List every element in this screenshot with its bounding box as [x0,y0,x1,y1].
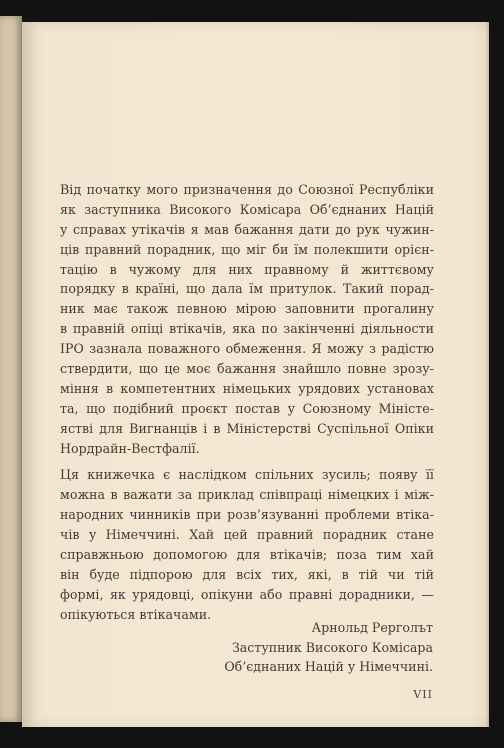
text-line: чів у Німеччині. Хай цей правний порадник стане [60,527,434,543]
text-line: Ця книжечка є наслідком спільних зусиль; появу її [60,467,434,483]
text-line: справжньою допомогою для втікачів; поза тим хай [60,547,434,563]
text-line: ців правний порадник, що міг би їм полекшити орієн- [60,241,434,257]
text-line: ястві для Вигнанців і в Міністерстві Суспільної Опіки [60,420,434,436]
text-line: ІРО зазнала поважного обмеження. Я можу з радістю [60,341,434,357]
page-number: VII [413,688,433,701]
text-line: можна в важати за приклад співпраці німецких і між- [60,487,434,503]
text-line: народних чинників при розв’язуванні проблеми втіка- [60,507,434,523]
page-edge-shadow [485,22,489,727]
signature-title: Заступник Високого Комісара [231,639,433,655]
text-line: тацію в чужому для них правному й життєвому [60,261,434,277]
signature-name: Арнольд Рерголът [311,620,433,635]
left-page-edge [0,16,22,722]
text-line: у справах утікачів я мав бажання дати до рук чужин- [60,221,434,237]
text-line: ник має також певною мірою заповнити прогалину [60,301,434,317]
text-line: Від початку мого призначення до Союзної Республіки [60,182,434,197]
text-line: та, що подібний проєкт постав у Союзному Міністе- [60,400,434,416]
text-line: ствердити, що це моє бажання знайшло повне зрозу- [60,361,434,377]
text-line: формі, як урядовці, опікуни або правні дорадники, — [60,586,434,602]
paragraph-2 [60,465,434,624]
main-text [60,180,434,625]
text-line: міння в компетентних німецьких урядових установах [60,380,434,396]
text-line: порядку в країні, що дала їм притулок. Такий порад- [60,281,434,297]
text-line: опікуються втікачами. [60,606,212,622]
text-line: Нордрайн-Вестфалії. [60,440,200,456]
paragraph-spacer [60,458,434,465]
signature-block [224,618,433,677]
paragraph-1 [60,180,434,458]
text-line: він буде підпорою для всіх тих, які, в тій чи тій [60,566,434,582]
book-page [22,22,489,727]
text-line: в правній опіці втікачів, яка по закінченні діяльности [60,321,434,337]
signature-organization: Об’єднаних Націй у Німеччині. [224,659,433,674]
text-line: як заступника Високого Комісара Об’єднаних Націй [60,201,434,217]
